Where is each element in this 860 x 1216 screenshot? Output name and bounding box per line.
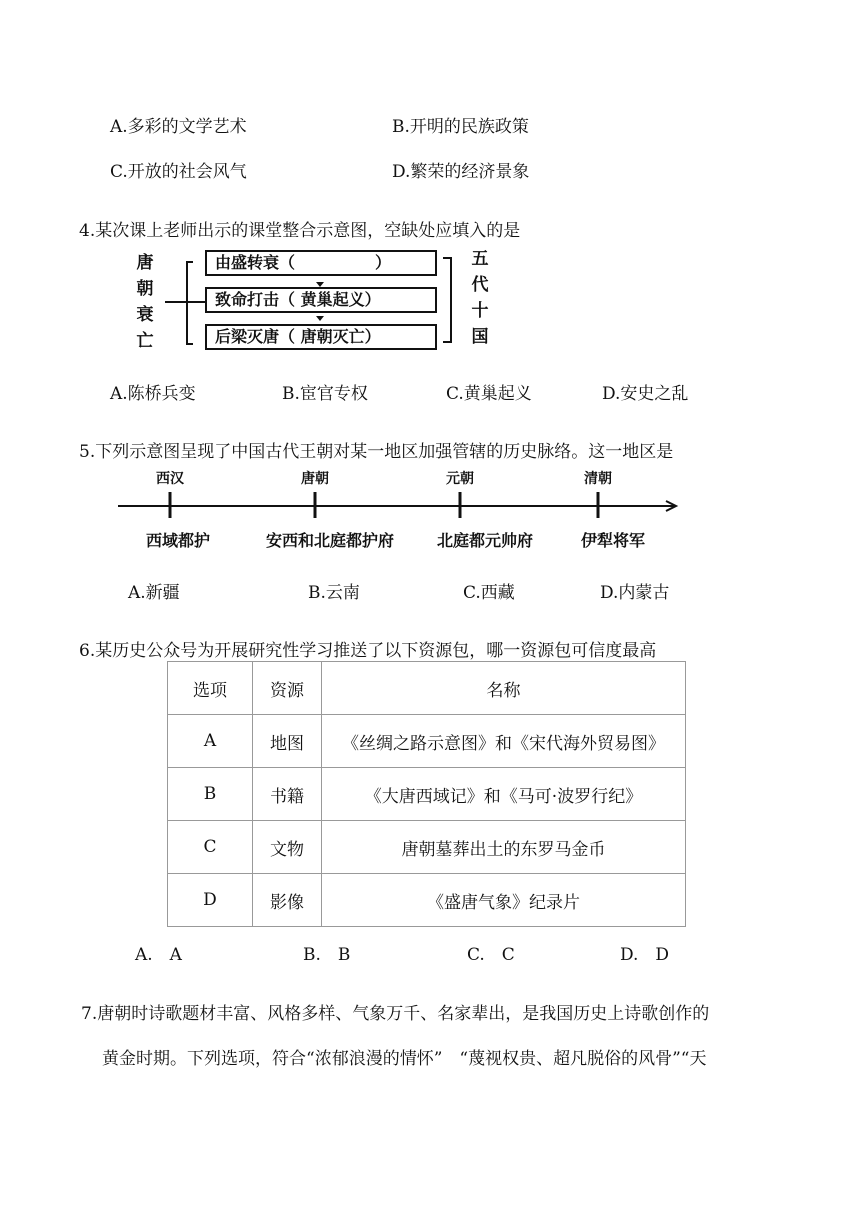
q6-stem: 6.某历史公众号为开展研究性学习推送了以下资源包，哪一资源包可信度最高 <box>79 641 657 661</box>
table-row <box>168 768 686 821</box>
table-cell: 地图 <box>253 715 322 768</box>
table-cell: 《大唐西域记》和《马可·波罗行纪》 <box>322 768 686 821</box>
q7-line-2: 黄金时期。下列选项，符合“浓郁浪漫的情怀” “蔑视权贵、超凡脱俗的风骨”“天 <box>102 1049 707 1069</box>
table-header-cell: 名称 <box>322 662 686 715</box>
q4-box-2: 致命打击（ 黄巢起义） <box>205 287 437 313</box>
q6-option-d: D. D <box>620 945 670 965</box>
table-header-cell: 资源 <box>253 662 322 715</box>
q4-right-char: 十 <box>471 301 489 321</box>
table-cell: C <box>168 821 253 874</box>
q5-institution-label: 北庭都元帅府 <box>436 531 534 550</box>
q5-era-label: 清朝 <box>584 471 612 487</box>
q5-institution-label: 西域都护 <box>145 531 211 550</box>
q4-left-char: 唐 <box>136 253 154 273</box>
q4-box-3: 后梁灭唐（ 唐朝灭亡） <box>205 324 437 350</box>
q4-option-d: D.安史之乱 <box>602 384 689 404</box>
q5-timeline <box>118 468 688 558</box>
q5-option-d: D.内蒙古 <box>600 583 670 603</box>
q4-right-char: 五 <box>471 249 489 269</box>
q3-option-b: B.开明的民族政策 <box>392 117 529 137</box>
q4-stem: 4.某次课上老师出示的课堂整合示意图，空缺处应填入的是 <box>79 221 521 241</box>
q7-line-1: 7.唐朝时诗歌题材丰富、风格多样、气象万千、名家辈出，是我国历史上诗歌创作的 <box>81 1004 710 1024</box>
table-row <box>168 821 686 874</box>
q5-institution-label: 安西和北庭都护府 <box>265 531 395 550</box>
q6-option-b: B. B <box>303 945 351 965</box>
q5-era-label: 唐朝 <box>301 471 329 487</box>
q3-option-c: C.开放的社会风气 <box>110 162 247 182</box>
table-cell: 影像 <box>253 874 322 927</box>
q4-diagram <box>135 250 505 354</box>
q6-table <box>167 661 686 927</box>
q4-left-char: 朝 <box>136 279 154 299</box>
table-cell: 《盛唐气象》纪录片 <box>322 874 686 927</box>
q5-option-c: C.西藏 <box>463 583 515 603</box>
q4-option-a: A.陈桥兵变 <box>110 384 196 404</box>
q6-option-c: C. C <box>467 945 515 965</box>
q5-era-label: 西汉 <box>156 471 184 487</box>
table-cell: 唐朝墓葬出土的东罗马金币 <box>322 821 686 874</box>
table-cell: 《丝绸之路示意图》和《宋代海外贸易图》 <box>322 715 686 768</box>
q4-left-char: 衰 <box>136 305 154 325</box>
q3-option-d: D.繁荣的经济景象 <box>392 162 530 182</box>
table-cell: A <box>168 715 253 768</box>
q5-option-b: B.云南 <box>308 583 360 603</box>
q4-right-char: 代 <box>471 275 489 295</box>
q6-option-a: A. A <box>135 945 182 965</box>
q5-era-label: 元朝 <box>446 471 474 487</box>
table-header-cell: 选项 <box>168 662 253 715</box>
table-cell: D <box>168 874 253 927</box>
q4-box-1: 由盛转衰（ ） <box>205 250 437 276</box>
q5-option-a: A.新疆 <box>128 583 180 603</box>
table-cell: 文物 <box>253 821 322 874</box>
table-row <box>168 715 686 768</box>
table-header-row <box>168 662 686 715</box>
table-row <box>168 874 686 927</box>
q4-option-c: C.黄巢起义 <box>446 384 532 404</box>
table-cell: 书籍 <box>253 768 322 821</box>
q4-right-char: 国 <box>471 327 489 347</box>
q4-left-char: 亡 <box>136 331 154 351</box>
table-cell: B <box>168 768 253 821</box>
q4-right-label <box>470 246 490 350</box>
q5-stem: 5.下列示意图呈现了中国古代王朝对某一地区加强管辖的历史脉络。这一地区是 <box>79 442 674 462</box>
q3-option-a: A.多彩的文学艺术 <box>110 117 247 137</box>
q4-option-b: B.宦官专权 <box>282 384 368 404</box>
q5-institution-label: 伊犁将军 <box>580 531 646 550</box>
